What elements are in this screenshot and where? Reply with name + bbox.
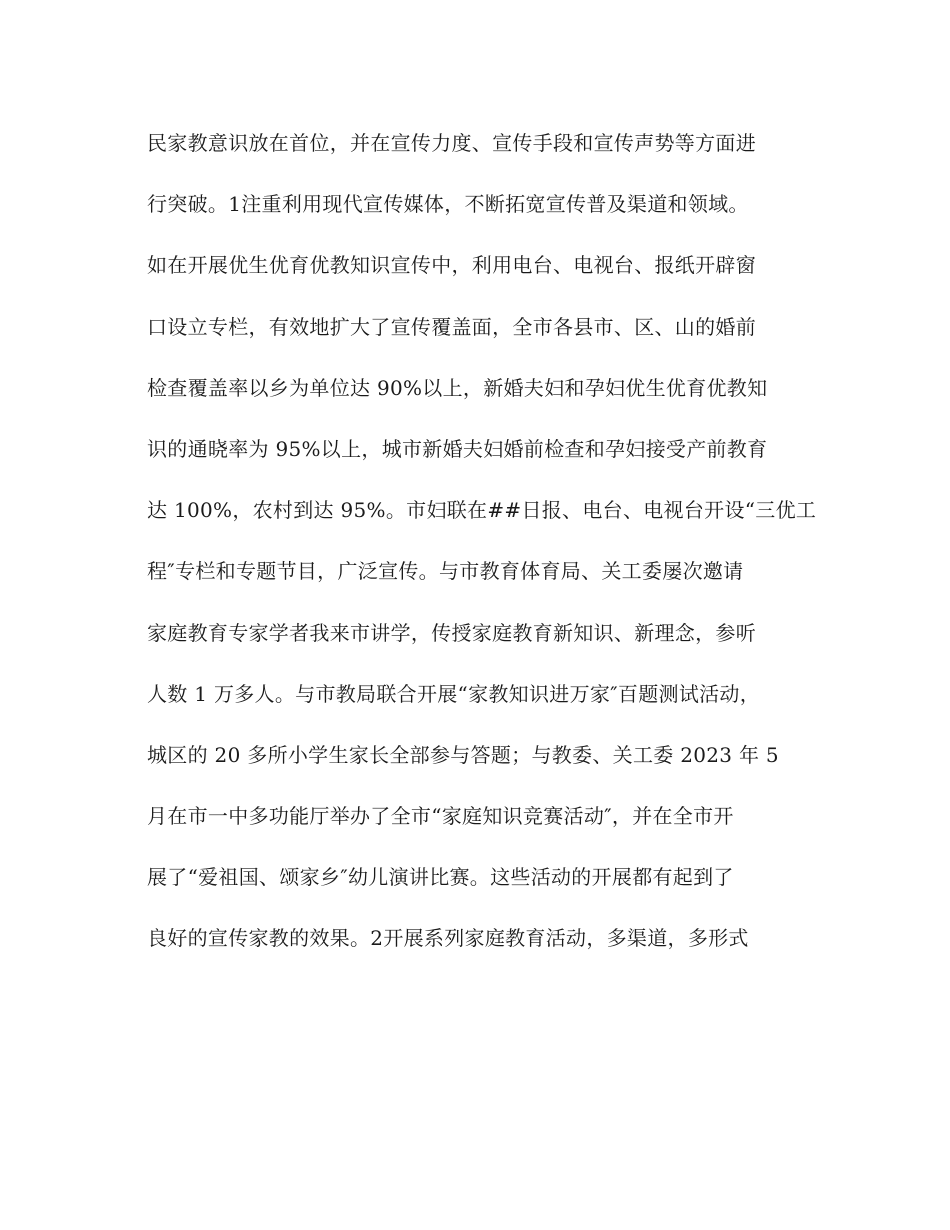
text-line-10: 人数 1 万多人。与市教局联合开展“家教知识进万家″百题测试活动， [147, 681, 761, 706]
text-line-14: 良好的宣传家教的效果。2开展系列家庭教育活动，多渠道，多形式 [147, 926, 749, 951]
text-line-12: 月在市一中多功能厅举办了全市“家庭知识竞赛活动″，并在全市开 [147, 804, 734, 829]
text-line-6: 识的通晓率为 95%以上，城市新婚夫妇婚前检查和孕妇接受产前教育 [147, 436, 768, 461]
text-line-8: 程″专栏和专题节目，广泛宣传。与市教育体育局、关工委屡次邀请 [147, 559, 744, 584]
text-line-9: 家庭教育专家学者我来市讲学，传授家庭教育新知识、新理念，参听 [147, 620, 756, 645]
text-line-4: 口设立专栏，有效地扩大了宣传覆盖面，全市各县市、区、山的婚前 [147, 314, 756, 339]
body-text [147, 122, 827, 979]
text-line-1: 民家教意识放在首位，并在宣传力度、宣传手段和宣传声势等方面进 [147, 131, 756, 155]
text-line-3: 如在开展优生优育优教知识宣传中，利用电台、电视台、报纸开辟窗 [147, 253, 756, 278]
text-line-11: 城区的 20 多所小学生家长全部参与答题；与教委、关工委 2023 年 5 [147, 742, 779, 767]
text-line-7: 达 100%，农村到达 95%。市妇联在##日报、电台、电视台开设“三优工 [147, 498, 817, 523]
text-line-5: 检查覆盖率以乡为单位达 90%以上，新婚夫妇和孕妇优生优育优教知 [147, 375, 768, 400]
text-line-13: 展了“爱祖国、颂家乡″幼儿演讲比赛。这些活动的开展都有起到了 [147, 865, 734, 890]
text-line-2: 行突破。1注重利用现代宣传媒体，不断拓宽宣传普及渠道和领域。 [147, 192, 749, 217]
